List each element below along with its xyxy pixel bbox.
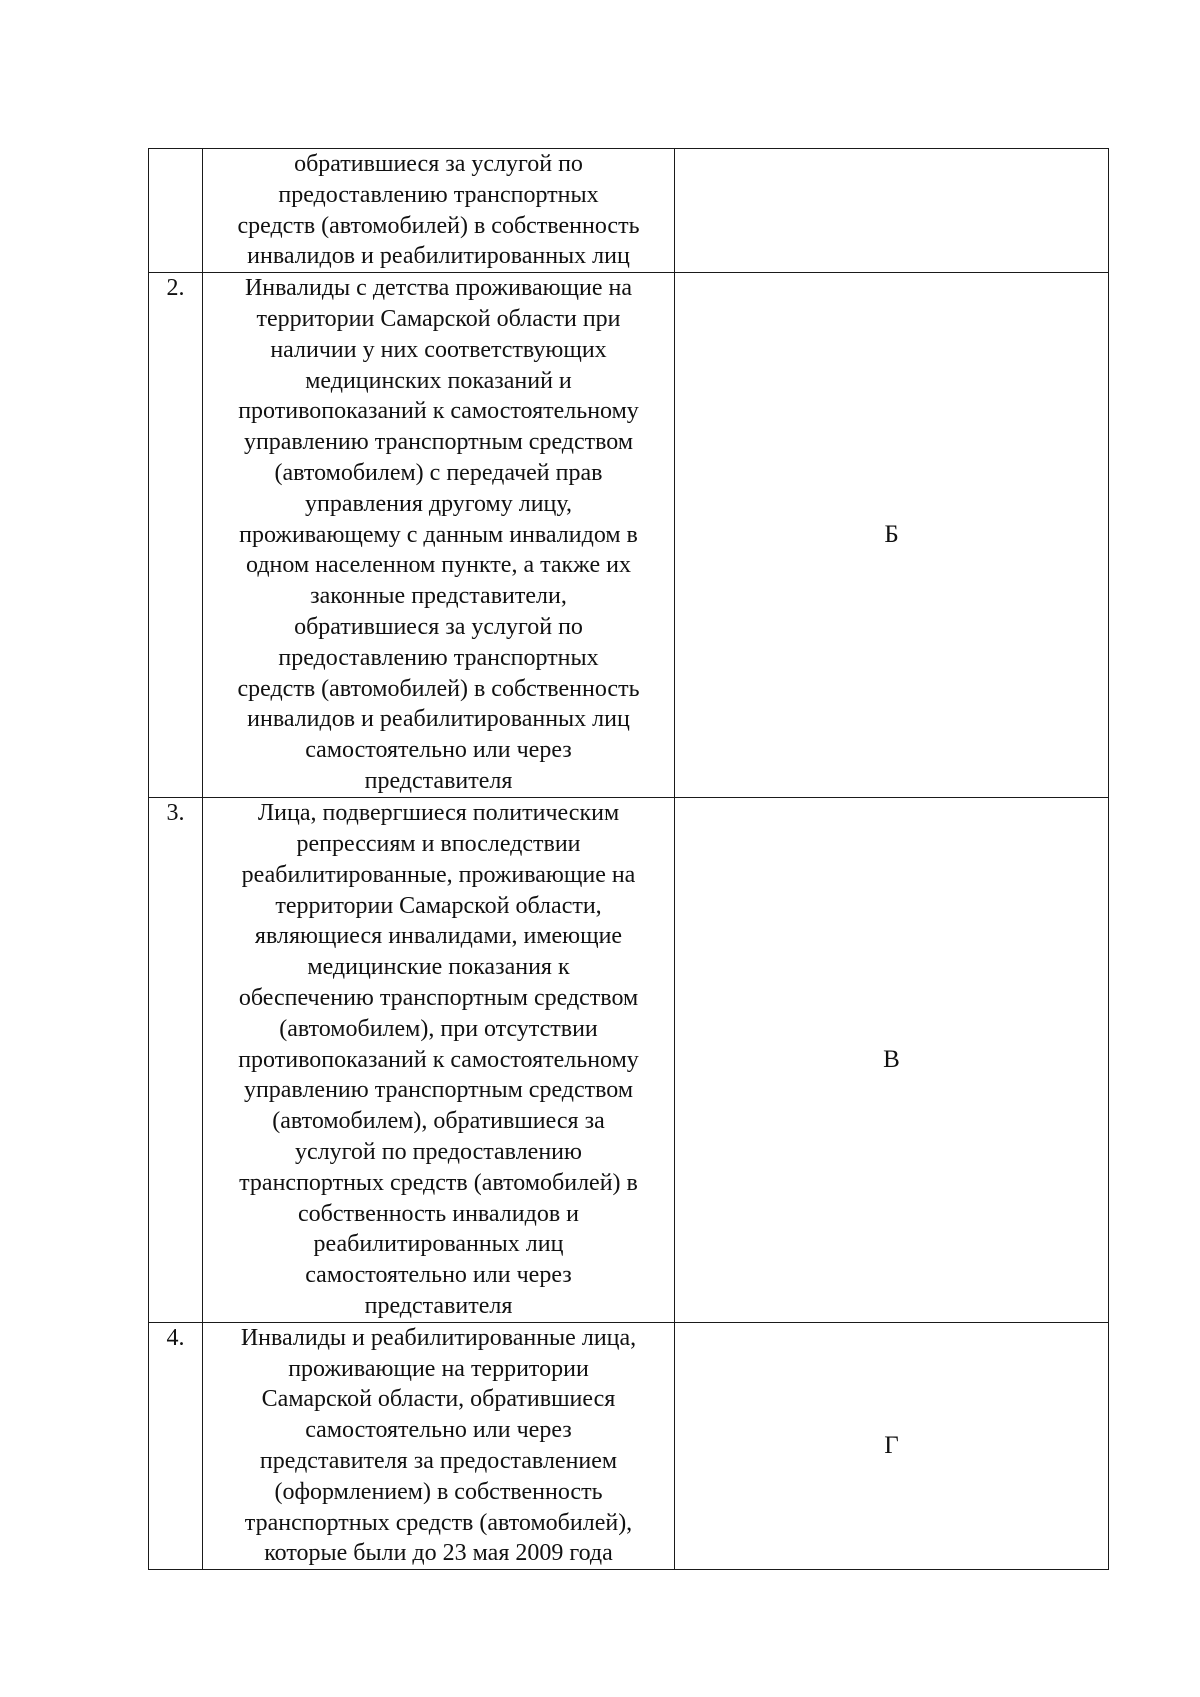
description-line: проживающие на территории: [288, 1355, 589, 1382]
description-line: реабилитированные, проживающие на: [241, 861, 636, 888]
description-line: обратившиеся за услугой по: [294, 151, 583, 177]
description-line: предоставлению транспортных: [278, 181, 599, 208]
description-line: предоставлению транспортных: [278, 644, 599, 671]
description-line: территории Самарской области при: [256, 305, 621, 332]
description-line: транспортных средств (автомобилей) в: [239, 1169, 638, 1196]
description-line: средств (автомобилей) в собственность: [237, 675, 640, 702]
row-description: [203, 798, 675, 1323]
row-code: [675, 149, 1109, 273]
description-line: Инвалиды с детства проживающие на: [244, 275, 633, 302]
row-code: В: [675, 798, 1109, 1323]
description-line: медицинские показания к: [307, 954, 570, 981]
row-number: [149, 149, 203, 273]
description-line: транспортных средств (автомобилей),: [244, 1509, 633, 1536]
description-line: самостоятельно или через: [305, 1262, 572, 1289]
row-description: [203, 149, 675, 273]
description-line: собственность инвалидов и: [298, 1200, 579, 1227]
description-line: представителя: [364, 1292, 513, 1319]
description-line: управления другому лицу,: [305, 490, 572, 517]
row-code: Г: [675, 1322, 1109, 1569]
table-row: [149, 149, 1109, 273]
description-line: одном населенном пункте, а также их: [246, 552, 631, 579]
description-line: услугой по предоставлению: [295, 1138, 582, 1165]
description-line: самостоятельно или через: [305, 737, 572, 764]
description-line: инвалидов и реабилитированных лиц: [247, 243, 630, 270]
description-line: являющиеся инвалидами, имеющие: [254, 923, 623, 950]
description-line: (автомобилем), при отсутствии: [279, 1015, 598, 1042]
row-code: Б: [675, 273, 1109, 798]
description-line: представителя: [364, 767, 513, 794]
table-row: [149, 273, 1109, 798]
description-line: управлению транспортным средством: [243, 1077, 634, 1104]
description-line: обеспечению транспортным средством: [238, 984, 639, 1011]
description-line: Лица, подвергшиеся политическим: [257, 800, 620, 827]
description-line: законные представители,: [310, 583, 567, 610]
row-description: [203, 273, 675, 798]
description-line: Инвалиды и реабилитированные лица,: [240, 1324, 637, 1351]
description-line: проживающему с данным инвалидом в: [239, 521, 638, 548]
row-number: 3.: [149, 798, 203, 1323]
description-line: (автомобилем) с передачей прав: [274, 459, 603, 486]
description-line: медицинских показаний и: [305, 367, 572, 394]
description-line: управлению транспортным средством: [243, 429, 634, 456]
description-line: представителя за предоставлением: [259, 1447, 618, 1474]
description-line: средств (автомобилей) в собственность: [237, 212, 640, 239]
row-description: [203, 1322, 675, 1569]
description-line: противопоказаний к самостоятельному: [238, 398, 639, 425]
table-row: [149, 1322, 1109, 1569]
description-line: которые были до 23 мая 2009 года: [264, 1540, 613, 1567]
description-line: наличии у них соответствующих: [270, 336, 607, 363]
description-line: противопоказаний к самостоятельному: [238, 1046, 639, 1073]
row-number: 4.: [149, 1322, 203, 1569]
description-line: инвалидов и реабилитированных лиц: [247, 706, 630, 733]
description-line: репрессиям и впоследствии: [296, 830, 581, 857]
description-line: обратившиеся за услугой по: [294, 613, 583, 640]
category-table: [148, 148, 1109, 1570]
description-line: реабилитированных лиц: [313, 1231, 564, 1258]
description-line: Самарской области, обратившиеся: [261, 1386, 616, 1413]
description-line: (автомобилем), обратившиеся за: [272, 1108, 605, 1135]
description-line: самостоятельно или через: [305, 1417, 572, 1444]
description-line: (оформлением) в собственность: [274, 1478, 603, 1505]
table-row: [149, 798, 1109, 1323]
row-number: 2.: [149, 273, 203, 798]
description-line: территории Самарской области,: [275, 892, 602, 919]
